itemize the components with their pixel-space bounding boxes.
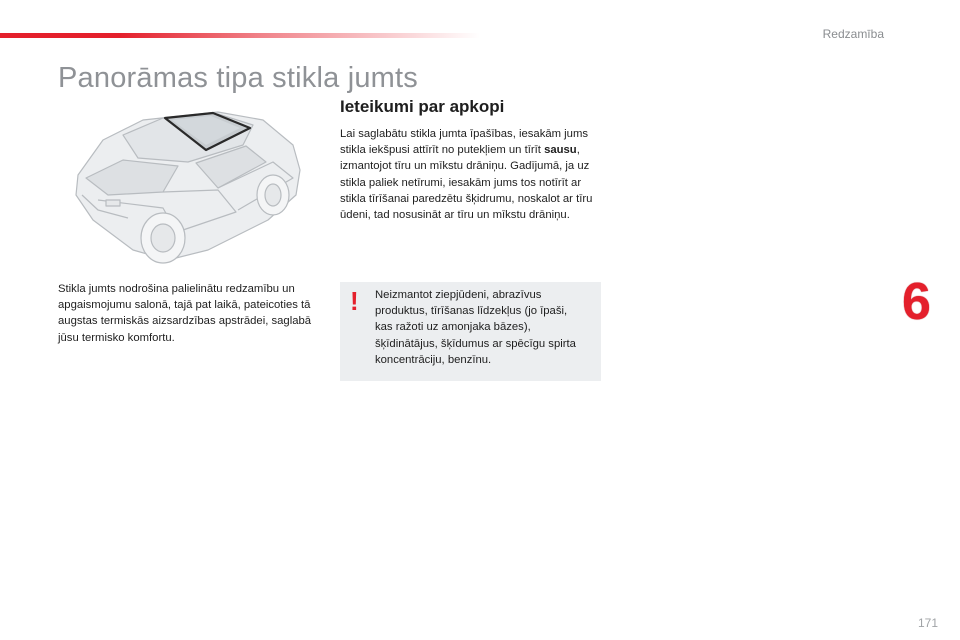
care-text-end: , izmantojot tīru un mīkstu drāniņu. Gadījumā, ja uz stikla paliek netīrumi, iesakām jums tos notīrīt ar stikla tīrīšanai paredzētu šķidrumu, noskalot ar tīru ūdeni, tad nosusināt ar tīru un mīkstu drāniņu. (340, 144, 593, 222)
car-illustration (68, 100, 308, 270)
warning-text: Neizmantot ziepjūdeni, abrazīvus produktus, tīrīšanas līdzekļus (jo īpaši, kas ražoti uz amonjaka bāzes), šķīdinātājus, šķīdumus ar spēcīgu spirta koncentrāciju, benzīnu. (375, 289, 576, 366)
care-text-bold: sausu (544, 144, 577, 157)
header-accent-bar (0, 33, 480, 38)
intro-paragraph: Stikla jumts nodrošina palielinātu redzamību un apgaismojumu salonā, tajā pat laikā, pateicoties tā augstas termiskās aizsardzības apstrādei, saglabā jūsu termisko komfortu. (58, 283, 312, 344)
page-number: 171 (917, 616, 938, 630)
page-title: Panorāmas tipa stikla jumts (58, 62, 418, 94)
chapter-number: 6 (902, 273, 931, 331)
section-label: Redzamība (822, 27, 884, 41)
exclamation-icon: ! (350, 286, 359, 316)
care-text-start: Lai saglabātu stikla jumta īpašības, iesakām jums stikla iekšpusi attīrīt no putekļiem un tīrīt (340, 128, 589, 157)
care-paragraph (340, 126, 602, 223)
warning-box (340, 282, 601, 381)
care-heading: Ieteikumi par apkopi (340, 97, 505, 116)
